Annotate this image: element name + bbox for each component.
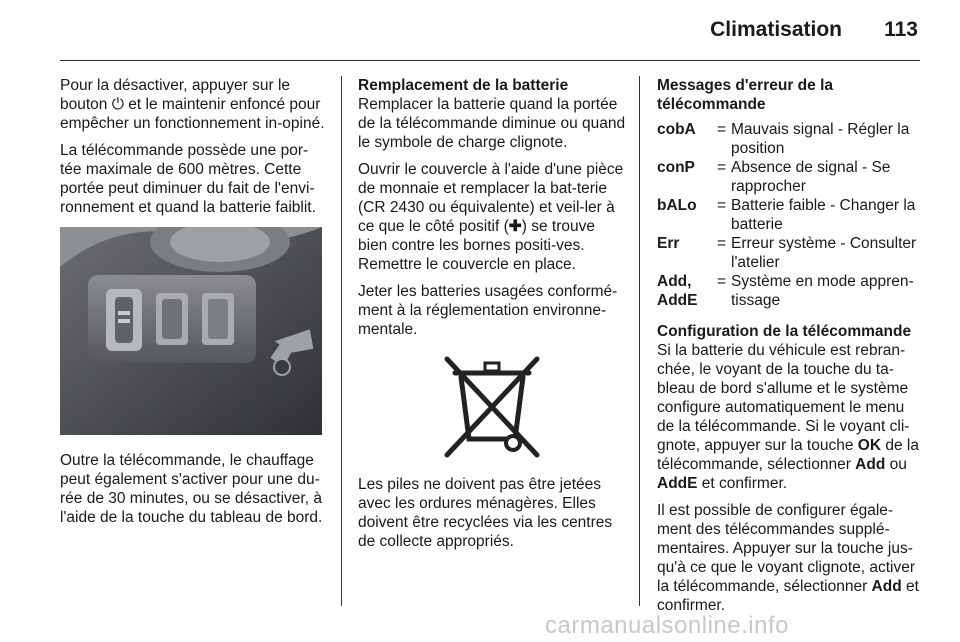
column-1 [60, 76, 326, 535]
paragraph-additional-remotes: Il est possible de configurer égale-ment des télécommandes supplé-mentaires. Appuyer sur la touche jus-qu'à ce que le voyant clignote, activer la télécommande, sélectionner Add et confirmer. [657, 502, 919, 614]
power-icon: ⏻ [111, 96, 124, 113]
paragraph-configuration: Si la batterie du véhicule est rebran-chée, le voyant de la touche du ta-bleau de bord s'allume et le système configure automatiquement le menu de la télécommande. Si le voyant cli-gnote, appuyer sur la touche OK de la télécommande, sélectionner Add ou AddE et confirmer. [657, 342, 919, 492]
column-divider [639, 76, 640, 606]
plus-icon: ✚ [508, 218, 522, 235]
section-heading-configuration: Configuration de la télécommande [657, 323, 912, 340]
error-message-row: Err = Erreur système - Consulter l'atelier [657, 235, 917, 271]
page-number: 113 [884, 18, 918, 41]
column-3 [657, 76, 925, 623]
error-message-row: Add, AddE = Système en mode appren-tissage [657, 273, 914, 309]
header-rule [60, 60, 920, 61]
paragraph-open-cover: Ouvrir le couvercle à l'aide d'une pièce de monnaie et remplacer la bat-terie (CR 2430 ou équivalente) et veil-ler à ce que le côté positif (✚) se trouve bien contre les bornes positi-ves. Remettre le couvercle en place. [358, 161, 624, 273]
error-message-row: cobA = Mauvais signal - Régler la position [657, 121, 910, 157]
column-2 [358, 76, 626, 559]
paragraph-deactivate: Pour la désactiver, appuyer sur le bouton ⏻ et le maintenir enfoncé pour empêcher un fonctionnement in-opiné. [60, 77, 325, 132]
column-divider [341, 76, 342, 606]
crossed-bin-icon [437, 351, 547, 461]
error-message-row: conP = Absence de signal - Se rapprocher [657, 159, 891, 195]
section-heading-battery: Remplacement de la batterie [358, 77, 569, 94]
paragraph-dispose: Jeter les batteries usagées conformé-ment à la réglementation environne-mentale. [358, 283, 618, 338]
paragraph-range: La télécommande possède une por-tée maximale de 600 mètres. Cette portée peut diminuer du fait de l'envi-ronnement et quand la batterie faiblit. [60, 142, 316, 216]
dashboard-button-photo [60, 227, 322, 435]
paragraph-dashboard-button: Outre la télécommande, le chauffage peut également s'activer pour une du-rée de 30 minutes, ou se désactiver, à l'aide de la touche du tableau de bord. [60, 452, 323, 526]
watermark: carmanualsonline.info [545, 612, 789, 639]
chapter-title: Climatisation [710, 18, 842, 41]
section-heading-error-messages: Messages d'erreur de la télécommande [657, 77, 833, 113]
error-message-table [657, 120, 925, 310]
paragraph-replace-battery: Remplacer la batterie quand la portée de la télécommande diminue ou quand le symbole de charge clignote. [358, 96, 626, 151]
paragraph-recycle: Les piles ne doivent pas être jetées avec les ordures ménagères. Elles doivent être recyclées via les centres de collecte appropriés. [358, 476, 613, 550]
error-message-row: bALo = Batterie faible - Changer la batterie [657, 197, 916, 233]
